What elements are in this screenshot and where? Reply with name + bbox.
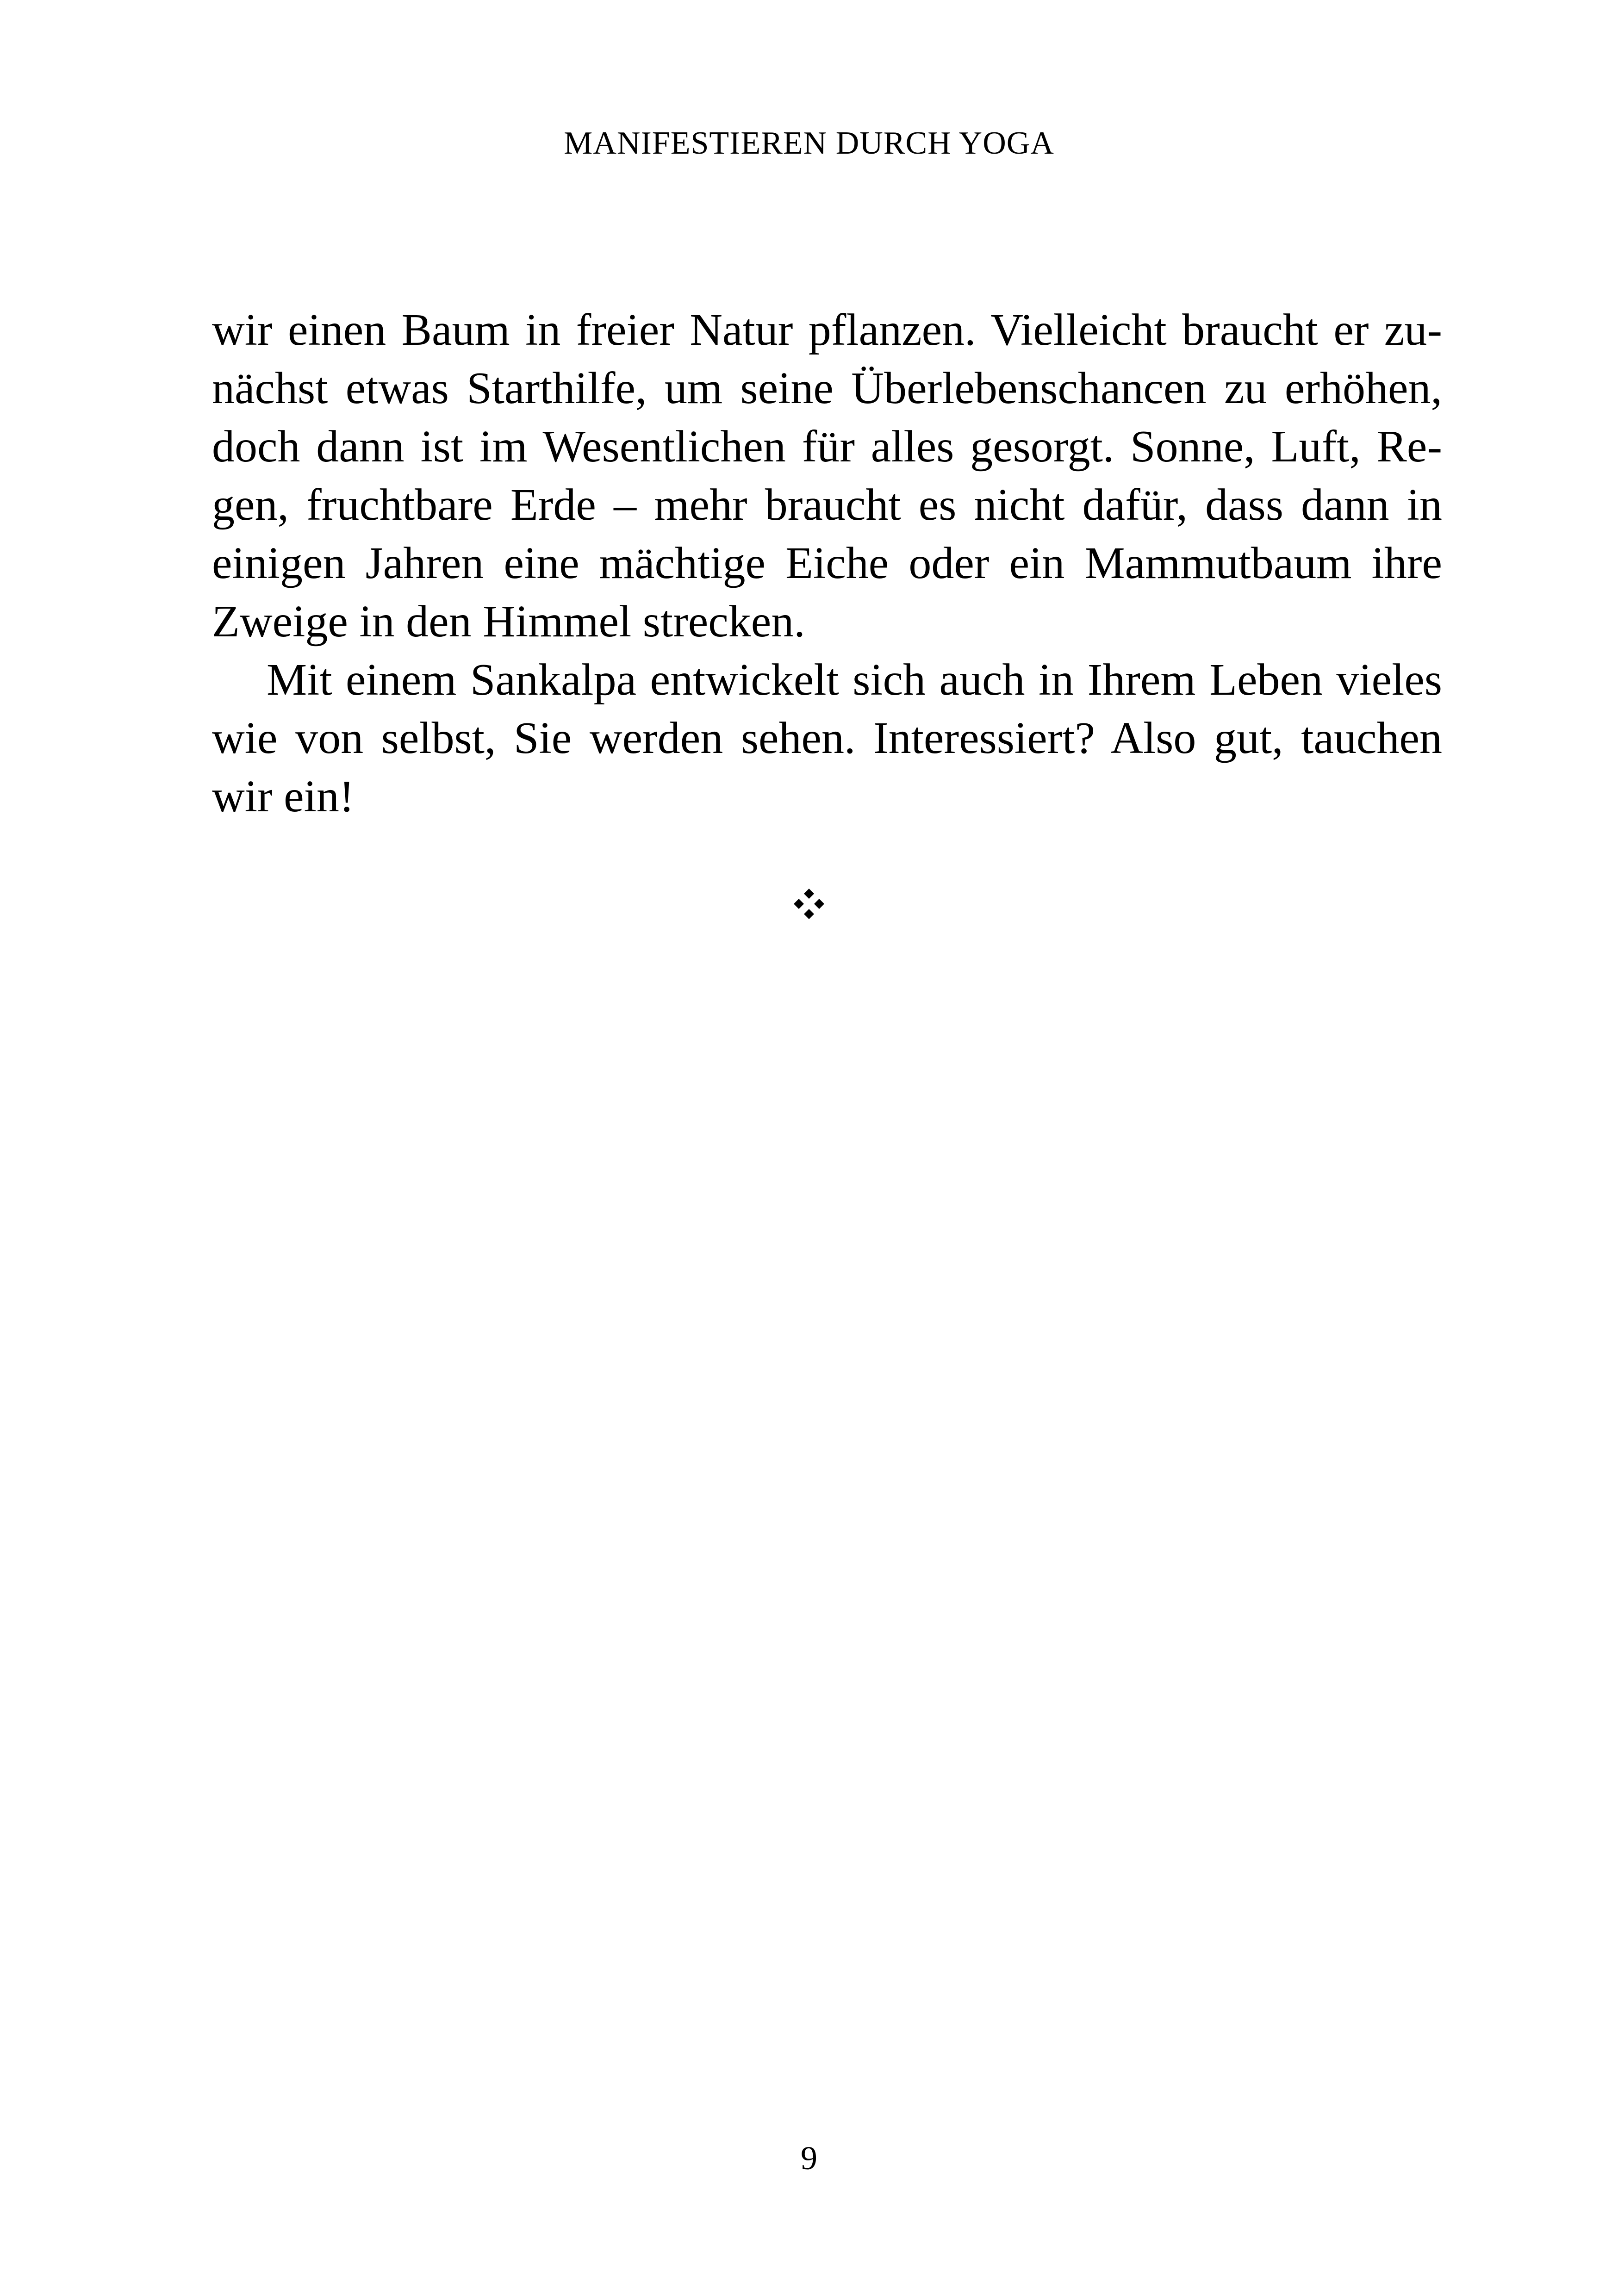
text-line: Mit einem Sankalpa entwickelt sich auch in Ihrem Leben vieles: [267, 655, 1442, 705]
text-line: nächst etwas Starthilfe, um seine Überlebenschancen zu erhöhen,: [212, 363, 1442, 413]
section-ornament: [0, 888, 1618, 922]
four-diamonds-ornament-icon: [793, 888, 825, 920]
text-line: wir einen Baum in freier Natur pflanzen. Vielleicht braucht er zu-: [212, 305, 1442, 355]
paragraph-1: [212, 301, 1442, 651]
body-text: [212, 301, 1442, 826]
text-line: einigen Jahren eine mächtige Eiche oder ein Mammutbaum ihre: [212, 538, 1442, 588]
running-header: MANIFESTIEREN DURCH YOGA: [564, 125, 1054, 161]
text-line: Zweige in den Himmel strecken.: [212, 597, 805, 647]
text-line: doch dann ist im Wesentlichen für alles gesorgt. Sonne, Luft, Re-: [212, 422, 1442, 472]
text-line: wie von selbst, Sie werden sehen. Interessiert? Also gut, tauchen: [212, 713, 1442, 763]
paragraph-2: [212, 651, 1442, 826]
page-number: 9: [801, 2140, 817, 2177]
text-line: wir ein!: [212, 772, 355, 821]
text-line: gen, fruchtbare Erde – mehr braucht es nicht dafür, dass dann in: [212, 480, 1442, 530]
